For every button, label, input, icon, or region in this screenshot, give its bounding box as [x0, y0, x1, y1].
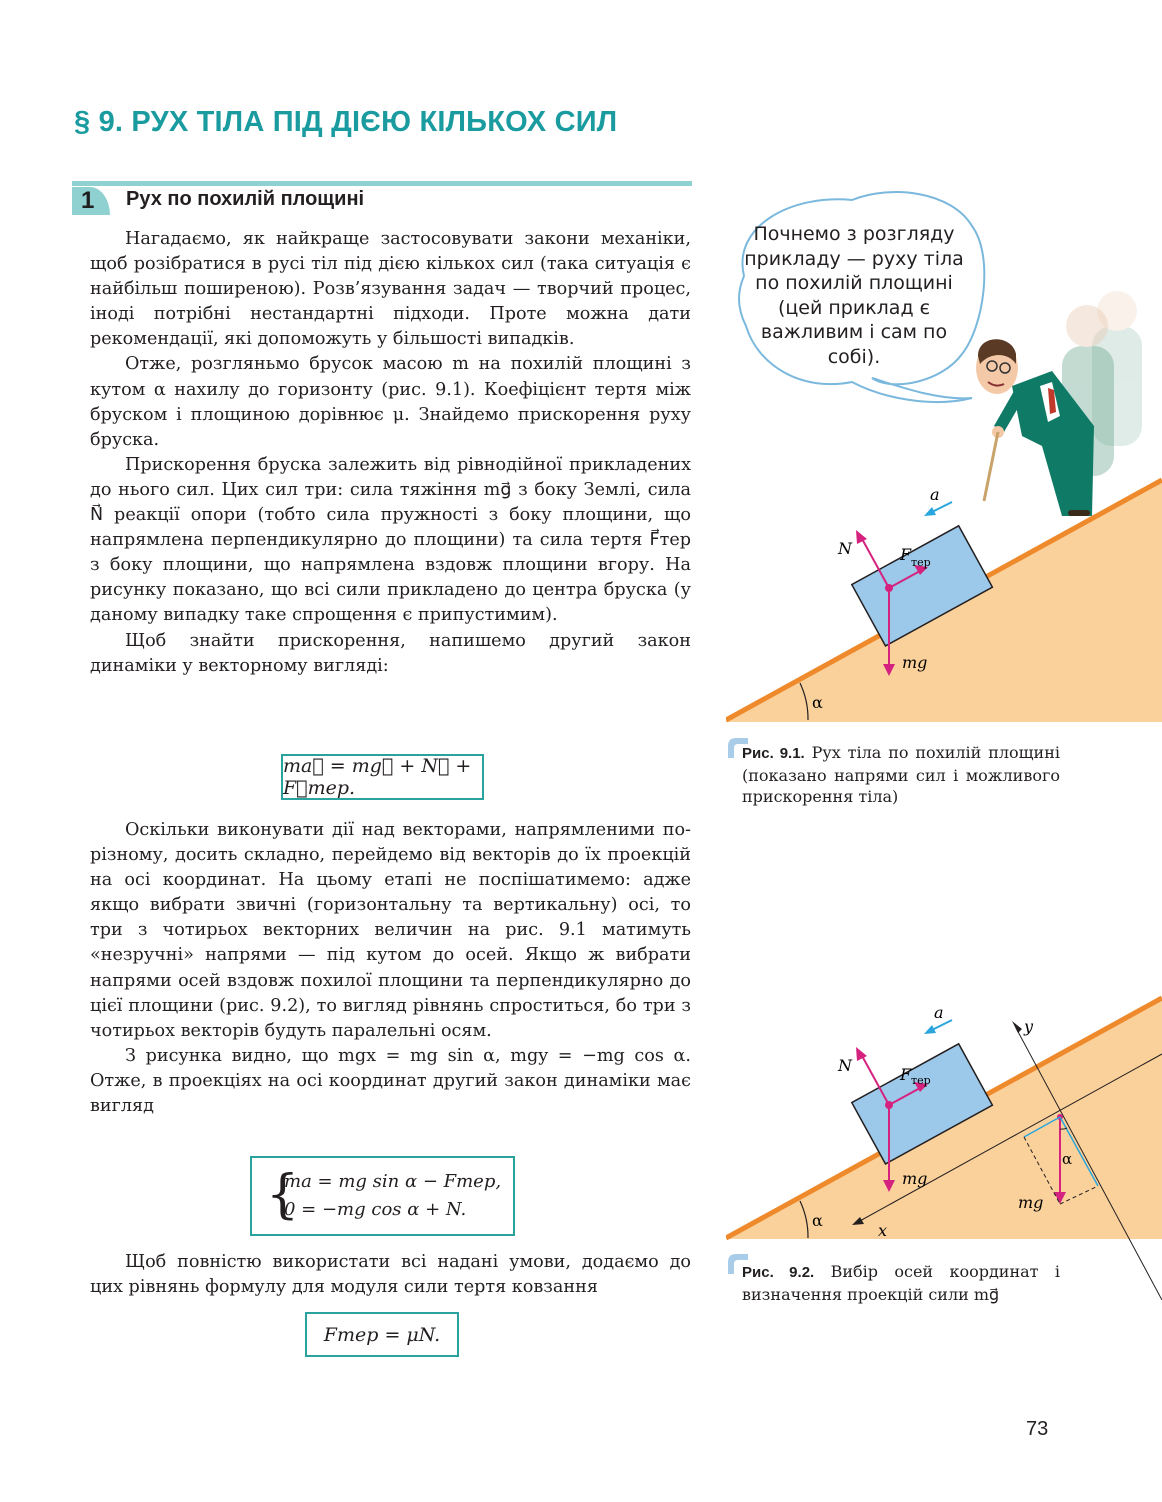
- fig2-N-label: N: [838, 1056, 852, 1075]
- fig2-alpha-label-2: α: [1062, 1150, 1073, 1168]
- paragraph-3: Прискорення бруска залежить від рівнодійної прикладених до нього сил. Цих сил три: сила тяжіння mg⃗ з боку Землі, сила N⃗ реакції опори (тобто сила пружності з боку площини, що напрямлена перпендикулярно до площини) та сила тертя F⃗тер з боку площини, що напрямлена вздовж площини вгору. На рисунку показано, що всі сили прикладено до центра бруска (у даному випадку таке спрощення є припустимим).: [90, 454, 691, 626]
- formula-newton-vector: ma⃗ = mg⃗ + N⃗ + F⃗тер.: [281, 754, 484, 800]
- figure-9-2-caption: [742, 1261, 1060, 1305]
- formula-system: [250, 1156, 515, 1236]
- fig1-N-label: N: [838, 539, 852, 558]
- figure-9-2-caption-label: Рис. 9.2.: [742, 1264, 815, 1281]
- paragraph-6: З рисунка видно, що mgx = mg sin α, mgy = −mg cos α. Отже, в проекціях на осі координат другий закон динаміки має вигляд: [90, 1045, 691, 1117]
- fig2-x-label: x: [878, 1221, 888, 1240]
- paragraph-7: Щоб повністю використати всі надані умови, додаємо до цих рівнянь формулу для модуля сили тертя ковзання: [90, 1252, 691, 1298]
- paragraph-4: Щоб знайти прискорення, напишемо другий закон динаміки у векторному вигляді:: [90, 630, 691, 676]
- fig2-F-label: F: [900, 1065, 912, 1084]
- fig1-F-sub: тер: [911, 556, 931, 569]
- fig2-a-label: a: [934, 1003, 944, 1022]
- text-block-1: [90, 227, 691, 679]
- fig1-F-label: F: [900, 545, 912, 564]
- figure-9-2: [726, 984, 1162, 1300]
- fig2-F-sub: тер: [911, 1074, 931, 1087]
- figure-9-2-caption-text: Вибір осей координат і визначення проекцій сили mg⃗: [742, 1262, 1060, 1304]
- text-block-3: [90, 1250, 691, 1300]
- section-title: Рух по похилій площині: [126, 188, 365, 210]
- page-title: § 9. РУХ ТІЛА ПІД ДІЄЮ КІЛЬКОХ СИЛ: [74, 106, 618, 138]
- paragraph-2: Отже, розгляньмо брусок масою m на похилій площині з кутом α нахилу до горизонту (рис. 9.1). Коефіцієнт тертя між бруском і площиною дорівнює μ. Знайдемо прискорення руху бруска.: [90, 354, 691, 450]
- brace: {: [266, 1165, 300, 1225]
- fig1-mg-label: mg: [902, 653, 928, 672]
- center-point: [885, 584, 893, 592]
- figure-9-1: [726, 440, 1162, 725]
- paragraph-1: Нагадаємо, як найкраще застосовувати закони механіки, щоб розібратися в русі тіл під дією кількох сил (така ситуація є найбільш поширеною). Розв’язування задач — творчий процес, іноді потрібні нестандартні підходи. Проте можна дати рекомендації, які допоможуть у більшості випадків.: [90, 229, 691, 350]
- fig2-alpha-label: α: [812, 1211, 823, 1230]
- fig2-y-label: y: [1024, 1017, 1034, 1036]
- fig1-alpha-label: α: [812, 693, 823, 712]
- section-number: 1: [72, 187, 110, 215]
- paragraph-5: Оскільки виконувати дії над векторами, напрямленими по-різному, досить складно, перейдемо від векторів до їх проекцій на осі координат. На цьому етапі не поспішатимемо: адже якщо вибрати звичні (горизонтальну та вертикальну) осі, то три з чотирьох векторних величин на рис. 9.1 матимуть «незручні» напрями — під кутом до осей. Якщо ж вибрати напрями осей вздовж похилої площини та перпендикулярно до цієї площини (рис. 9.2), то вигляд рівнянь спроститься, бо три з чотирьох векторів будуть паралельні осям.: [90, 820, 691, 1041]
- page-number: 73: [1026, 1418, 1049, 1440]
- figure-9-1-caption-label: Рис. 9.1.: [742, 745, 805, 762]
- speech-bubble-text: Почнемо з розгляду прикладу — руху тіла по похилій площині (цей приклад є важливим і сам по собі).: [744, 223, 964, 368]
- fig2-mg-label: mg: [902, 1169, 928, 1188]
- text-block-2: [90, 818, 691, 1119]
- figure-9-1-caption-text: Рух тіла по похилій площині (показано напрями сил і можливого прискорення тіла): [742, 743, 1060, 806]
- system-line-2: 0 = −mg cos α + N.: [284, 1199, 467, 1220]
- fig2-mg-proj-label: mg: [1018, 1193, 1044, 1212]
- section-bar: [72, 181, 692, 186]
- formula-friction: Fтер = μN.: [305, 1312, 459, 1357]
- figure-9-1-caption: [742, 742, 1060, 808]
- fig1-a-label: a: [930, 485, 940, 504]
- system-line-1: ma = mg sin α − Fтер,: [284, 1171, 502, 1192]
